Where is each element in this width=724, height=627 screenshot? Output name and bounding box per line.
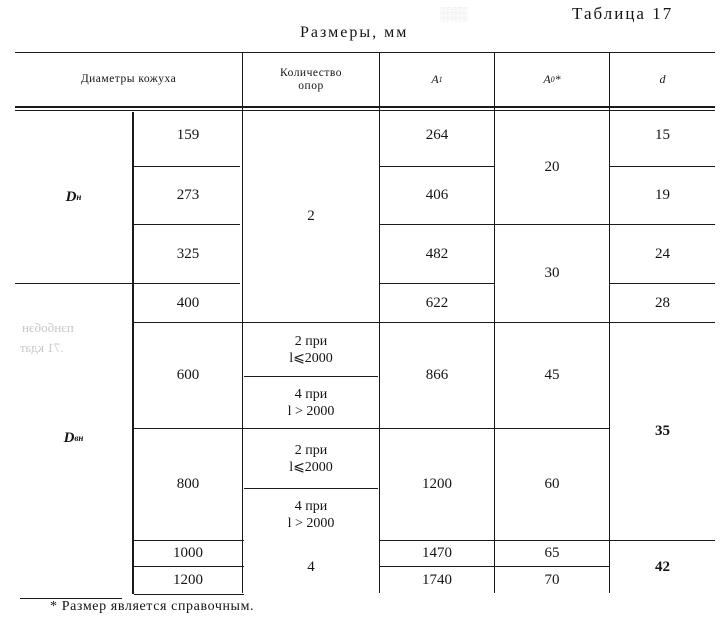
header-a1-subscript: 1	[438, 75, 443, 84]
a0-cell: 65	[544, 545, 560, 561]
header-a1	[380, 53, 494, 106]
support-count-cell: 4	[307, 559, 315, 575]
header-a0-symbol: A	[543, 72, 551, 86]
header-support-count-line1: Количество	[280, 66, 342, 79]
a0-cell: 20	[544, 159, 560, 175]
condition-line2: l > 2000	[287, 515, 335, 531]
d-cell: 35	[655, 423, 670, 439]
header-a0-subscript: 0	[550, 75, 555, 84]
diameter-cell: 1200	[173, 572, 203, 588]
condition-line1: 2 при	[294, 333, 328, 349]
header-d: d	[659, 72, 666, 86]
a1-cell: 1740	[422, 572, 452, 588]
table-caption: Размеры, мм	[300, 24, 409, 41]
condition-line2: l⩽2000	[289, 350, 333, 366]
header-support-count	[243, 53, 379, 106]
a1-cell: 866	[425, 367, 449, 383]
support-count-condition	[243, 429, 379, 488]
diameter-cell: 1000	[173, 545, 203, 561]
d-cell: 15	[655, 127, 670, 143]
group-label-inner	[15, 418, 132, 458]
diameter-cell: 273	[176, 187, 200, 203]
inner-symbol: D	[63, 429, 75, 446]
header-a0-footnote-mark: *	[554, 72, 561, 86]
outer-subscript: н	[76, 191, 82, 202]
d-cell: 24	[655, 245, 670, 262]
d-cell: 28	[655, 294, 670, 311]
header-a0	[495, 53, 609, 106]
condition-line1: 2 при	[294, 442, 328, 458]
support-count-condition	[243, 489, 379, 540]
d-cell: 42	[655, 559, 670, 575]
bleed-through-mark: .71 кдат	[20, 340, 64, 355]
header-diameters: Диаметры кожуха	[80, 73, 177, 85]
table-label: Таблица 17	[572, 4, 674, 23]
a0-cell: 70	[544, 572, 560, 588]
footnote: * Размер является справочным.	[50, 599, 255, 614]
bleed-through-mark: ░░░	[440, 6, 468, 21]
bleed-through-mark: пэнбобэн	[22, 320, 74, 335]
condition-line1: 4 при	[294, 498, 328, 514]
inner-subscript: вн	[74, 432, 84, 443]
diameter-cell: 400	[176, 294, 200, 311]
a0-cell: 45	[544, 367, 560, 383]
a0-cell: 60	[544, 476, 560, 492]
table-bottom-rule	[134, 594, 244, 595]
d-cell: 19	[655, 187, 670, 203]
condition-line1: 4 при	[294, 386, 328, 402]
diameter-cell: 800	[176, 476, 200, 492]
outer-symbol: D	[65, 188, 77, 205]
group-label-outer	[15, 111, 132, 283]
a0-cell: 30	[544, 265, 560, 281]
header-support-count-line2: опор	[298, 79, 324, 92]
support-count-condition	[243, 377, 379, 428]
a1-cell: 482	[425, 245, 449, 262]
condition-line2: l > 2000	[287, 403, 335, 419]
support-count-cell: 2	[307, 208, 315, 224]
header-a1-symbol: A	[431, 72, 439, 86]
support-count-condition	[243, 323, 379, 376]
a1-cell: 622	[425, 294, 449, 311]
a1-cell: 1470	[422, 545, 452, 561]
diameter-cell: 325	[176, 245, 200, 262]
a1-cell: 1200	[422, 476, 452, 492]
diameter-cell: 600	[176, 367, 200, 383]
header-bottom-rule	[15, 106, 715, 108]
condition-line2: l⩽2000	[289, 459, 333, 475]
diameter-cell: 159	[176, 127, 200, 143]
a1-cell: 406	[425, 187, 449, 203]
a1-cell: 264	[425, 127, 449, 143]
